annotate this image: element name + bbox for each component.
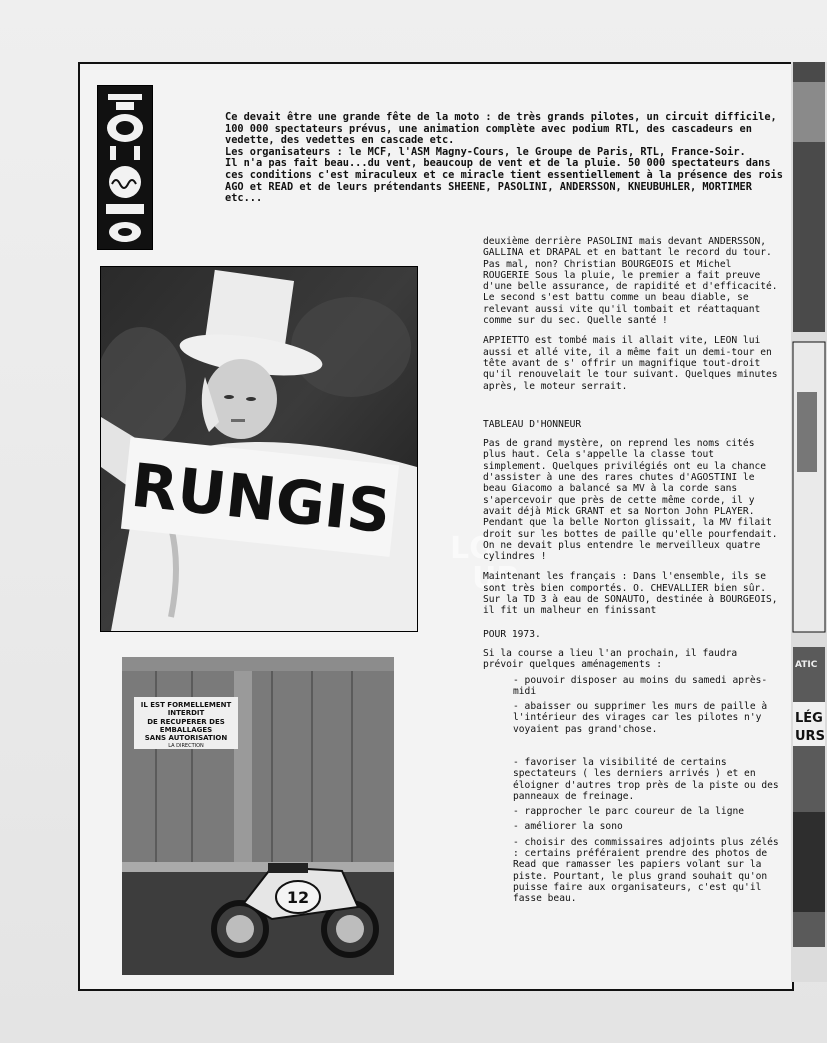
list-item: - favoriser la visibilité de certains spectateurs ( les derniers arrivés ) et en éloigner d'autres trop près de la piste ou des panneaux de freinage. xyxy=(513,756,779,802)
list-item: - améliorer la sono xyxy=(513,821,623,833)
heading-tableau-honneur: TABLEAU D'HONNEUR xyxy=(483,418,582,430)
bike-number: 12 xyxy=(286,888,310,907)
sign-line-6: LA DIRECTION xyxy=(168,743,204,749)
sign-line-5: SANS AUTORISATION xyxy=(144,734,228,742)
paragraph-appietto: APPIETTO est tombé mais il allait vite, LEON lui aussi et allé vite, il a même fait un demi-tour en tête avant de s' offrir un magnifique tout-droit qu'il renouvelait le tour suivant. Quelques minutes après, le moteur serrait. xyxy=(483,335,778,392)
rungis-banner: RUNGIS xyxy=(127,450,394,548)
list-item: - pouvoir disposer au moins du samedi après-midi xyxy=(513,674,768,697)
list-item: - choisir des commissaires adjoints plus zélés : certains préféraient prendre des photos de Read que ramasser les papiers volant sur la piste. Pourtant, le plus grand souhait qu'on puisse faire aux organisateurs, c'est qu'il fasse beau. xyxy=(513,836,779,905)
sign-line-1: IL EST FORMELLEMENT xyxy=(140,701,232,709)
adjacent-page-strip xyxy=(791,62,827,982)
article-frame xyxy=(78,62,794,991)
list-item: - abaisser ou supprimer les murs de paille à l'intérieur des virages car les pilotes n'y voyaient pas grand'chose. xyxy=(513,701,768,735)
strip-fragment-3: URS xyxy=(795,729,825,744)
strip-fragment-1: ATIC xyxy=(795,660,818,670)
paragraph-francais: Maintenant les français : Dans l'ensemble, ils se sont très bien comportés. O. CHEVALLIER bien sûr. Sur la TD 3 à eau de SONAUTO, destinée à BOURGEOIS, il fit un malheur en finissant xyxy=(483,571,778,617)
article-column xyxy=(483,236,783,914)
sign-line-2: INTERDIT xyxy=(167,709,205,717)
strip-fragment-2: LÉG xyxy=(795,711,823,726)
intro-paragraph: Ce devait être une grande fête de la moto : de très grands pilotes, un circuit difficile, 100 000 spectateurs prévus, une animation complète avec podium RTL, des cascadeurs en vedette, des vedettes en cascade etc. Les organisateurs : le MCF, l'ASM Magny-Cours, le Groupe de Paris, RTL, France-Soir. Il n'a pas fait beau...du vent, beaucoup de vent et de la pluie. 50 000 spectateurs dans ces conditions c'est miraculeux et ce miracle tient essentiellement à la présence des rois AGO et READ et de leurs prétendants SHEENE, PASOLINI, ANDERSSON, KNEUBUHLER, MORTIMER etc... xyxy=(225,111,783,205)
watermark-line-1: LG xyxy=(450,531,494,566)
sign-line-4: EMBALLAGES xyxy=(159,726,213,734)
motorcycle-photo xyxy=(122,657,394,975)
moto-logo-icon xyxy=(97,85,153,250)
sign-line-3: DE RECUPERER DES xyxy=(147,718,225,726)
majorette-photo xyxy=(100,266,418,632)
list-item: - rapprocher le parc coureur de la ligne xyxy=(513,806,745,818)
paragraph-agostini: Pas de grand mystère, on reprend les noms cités plus haut. Cela s'appelle la classe tout simplement. Quelques privilégiés ont eu la chance d'assister à une des rares chutes d'AGOSTINI le beau Giacomo a balancé sa MV à la corde sans s'apercevoir que près de cette même corde, il y avait déjà Mick GRANT et sa Norton John PLAYER. Pendant que la belle Norton glissait, la MV filait droit sur les bottes de paille qu'elle pourfendait. On ne devait plus entendre le merveilleux quatre cylindres ! xyxy=(483,438,778,563)
paragraph-amenagements: Si la course a lieu l'an prochain, il faudra prévoir quelques aménagements : xyxy=(483,647,738,671)
heading-pour-1973: POUR 1973. xyxy=(483,628,541,640)
watermark-line-2: UP xyxy=(472,561,519,596)
paragraph-results: deuxième derrière PASOLINI mais devant ANDERSSON, GALLINA et DRAPAL et en battant le record du tour. Pas mal, non? Christian BOURGEOIS et Michel ROUGERIE Sous la pluie, le premier a fait preuve d'une belle assurance, de rapidité et d'efficacité. Le second s'est battu comme un beau diable, se relevant aussi vite qu'il tombait et réattaquant comme sur du sec. Quelle santé ! xyxy=(483,236,778,327)
